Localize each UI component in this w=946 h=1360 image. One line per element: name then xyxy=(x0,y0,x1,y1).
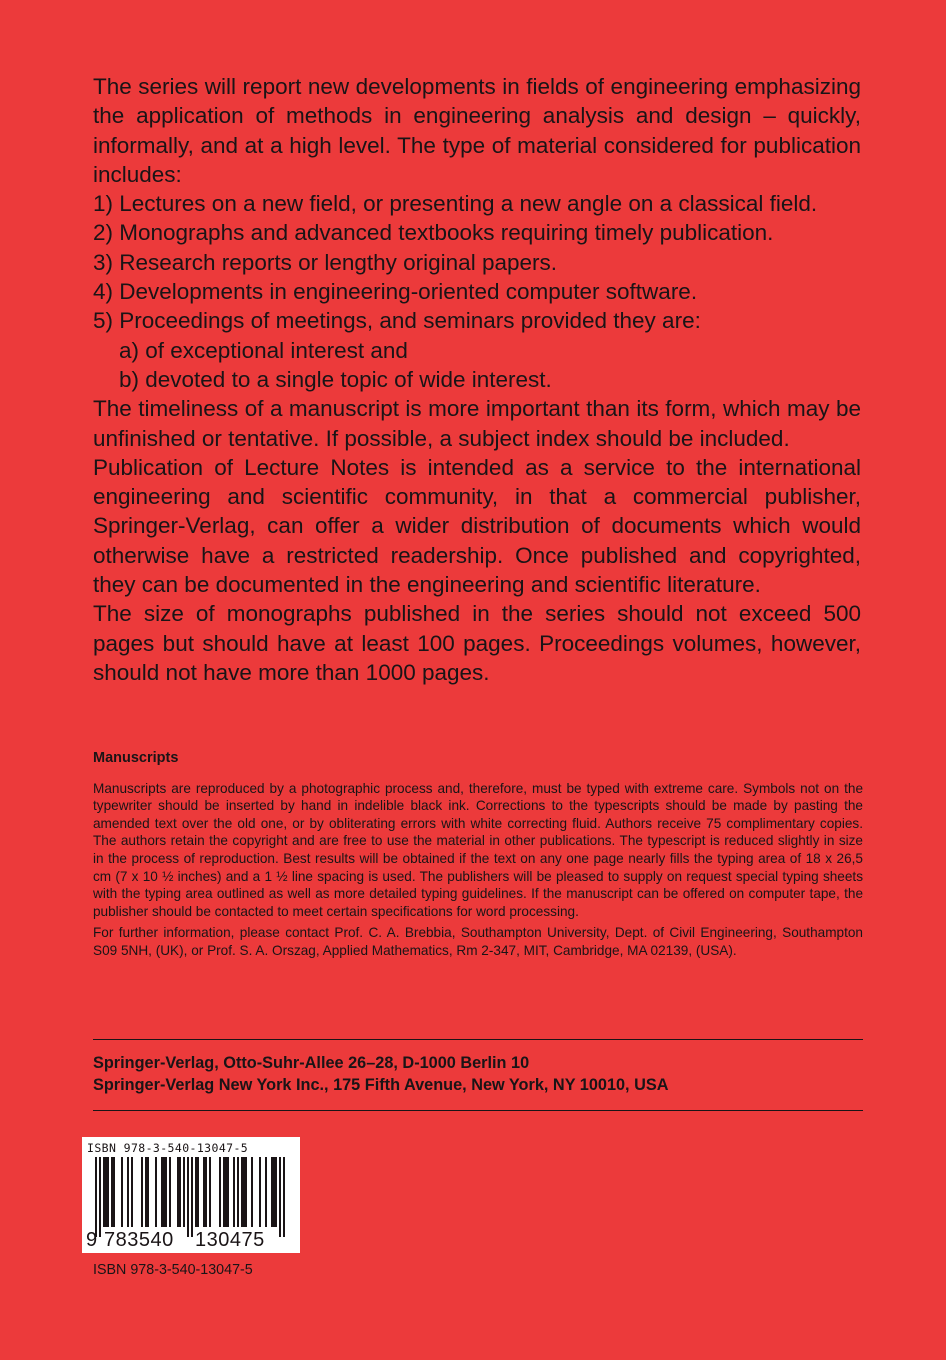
barcode-bar xyxy=(121,1157,123,1227)
list-subitem: b) devoted to a single topic of wide interest. xyxy=(119,366,552,392)
barcode-bar xyxy=(197,1157,199,1227)
barcode-bar xyxy=(187,1157,189,1237)
list-item: 2) Monographs and advanced textbooks requiring timely publication. xyxy=(93,220,774,246)
size-paragraph: The size of monographs published in the series should not exceed 500 pages but should have at least 100 pages. Proceedings volumes, however, should not have more than 1000 pages. xyxy=(93,601,861,685)
barcode-digits-left: 783540 xyxy=(104,1229,174,1251)
barcode-bar xyxy=(103,1157,105,1227)
isbn-text: ISBN 978-3-540-13047-5 xyxy=(93,1262,253,1278)
publication-paragraph: Publication of Lecture Notes is intended as a service to the international engineering and scientific community, in that a commercial publisher, Springer-Verlag, can offer a wider distribution of documents which would otherwise have a restricted readership. Once published and copyrighted, they can be documented in the engineering and scientific literature. xyxy=(93,454,861,598)
barcode-bar xyxy=(99,1157,101,1237)
barcode-bar xyxy=(245,1157,247,1227)
barcode-bar xyxy=(155,1157,157,1227)
barcode-bar xyxy=(283,1157,285,1237)
barcode-bar xyxy=(161,1157,163,1227)
barcode-bar xyxy=(205,1157,207,1227)
manuscripts-heading: Manuscripts xyxy=(93,750,179,766)
list-subitem: a) of exceptional interest and xyxy=(119,337,408,363)
barcode-bar xyxy=(163,1157,165,1227)
divider xyxy=(93,1110,863,1111)
publisher-addresses xyxy=(93,1052,863,1096)
barcode-bar xyxy=(237,1157,239,1227)
barcode-bar xyxy=(113,1157,115,1227)
contact-paragraph: For further information, please contact Prof. C. A. Brebbia, Southampton University, Dept. of Civil Engineering, Southampton S09 5NH, (UK), or Prof. S. A. Orszag, Applied Mathematics, Rm 2-347, MIT, Cambridge, MA 02139, (USA). xyxy=(93,925,863,958)
manuscripts-section xyxy=(93,750,863,964)
barcode-bar xyxy=(141,1157,143,1227)
list-item: 5) Proceedings of meetings, and seminars provided they are: xyxy=(93,308,701,334)
barcode-bar xyxy=(251,1157,253,1227)
barcode-bar xyxy=(271,1157,273,1227)
isbn-barcode xyxy=(82,1137,300,1253)
barcode-bar xyxy=(227,1157,229,1227)
barcode-isbn-label: ISBN 978-3-540-13047-5 xyxy=(87,1141,249,1155)
barcode-digits-right: 130475 xyxy=(195,1229,265,1251)
address-berlin: Springer-Verlag, Otto-Suhr-Allee 26–28, D-1000 Berlin 10 xyxy=(93,1054,530,1072)
barcode-bar xyxy=(107,1157,109,1227)
list-item: 1) Lectures on a new field, or presenting a new angle on a classical field. xyxy=(93,191,818,217)
barcode-bar xyxy=(145,1157,147,1227)
barcode-bars-icon xyxy=(87,1157,295,1239)
barcode-bar xyxy=(279,1157,281,1237)
barcode-bar xyxy=(203,1157,205,1227)
barcode-bar xyxy=(95,1157,97,1237)
barcode-bar xyxy=(195,1157,197,1227)
barcode-bar xyxy=(225,1157,227,1227)
address-new-york: Springer-Verlag New York Inc., 175 Fifth Avenue, New York, NY 10010, USA xyxy=(93,1076,669,1094)
barcode-bar xyxy=(209,1157,211,1227)
barcode-bar xyxy=(183,1157,185,1227)
barcode-bar xyxy=(233,1157,235,1227)
list-item: 4) Developments in engineering-oriented computer software. xyxy=(93,279,698,305)
barcode-bar xyxy=(243,1157,245,1227)
list-item: 3) Research reports or lengthy original papers. xyxy=(93,249,557,275)
barcode-bar xyxy=(165,1157,167,1227)
barcode-bar xyxy=(223,1157,225,1227)
barcode-bar xyxy=(275,1157,277,1227)
barcode-bar xyxy=(111,1157,113,1227)
barcode-bar xyxy=(259,1157,261,1227)
barcode-bar xyxy=(127,1157,129,1227)
barcode-bar xyxy=(147,1157,149,1227)
barcode-bar xyxy=(105,1157,107,1227)
barcode-bar xyxy=(169,1157,171,1227)
timeliness-paragraph: The timeliness of a manuscript is more important than its form, which may be unfinished or tentative. If possible, a subject index should be included. xyxy=(93,396,861,451)
barcode-bar xyxy=(219,1157,221,1227)
manuscripts-paragraph: Manuscripts are reproduced by a photographic process and, therefore, must be typed with extreme care. Symbols not on the typewriter should be inserted by hand in indelible black ink. Corrections to the typescripts should be made by pasting the amended text over the old one, or by obliterating errors with white correcting fluid. Authors receive 75 complimentary copies. The authors retain the copyright and are free to use the material in other publications. The typescript is reduced slightly in size in the process of reproduction. Best results will be obtained if the text on any one page nearly fills the typing area of 18 x 26,5 cm (7 x 10 ½ inches) and a 1 ½ line spacing is used. The publishers will be pleased to supply on request special typing sheets with the typing area outlined as well as more detailed typing guidelines. If the manuscript can be offered on computer tape, the publisher should be contacted to meet certain specifications for word processing. xyxy=(93,780,863,919)
barcode-bar xyxy=(241,1157,243,1227)
barcode-bar xyxy=(191,1157,193,1237)
divider xyxy=(93,1039,863,1040)
barcode-digit-first: 9 xyxy=(86,1229,98,1251)
barcode-bar xyxy=(265,1157,267,1227)
barcode-bar xyxy=(131,1157,133,1227)
barcode-bar xyxy=(273,1157,275,1227)
barcode-bar xyxy=(179,1157,181,1227)
intro-paragraph: The series will report new developments in fields of engineering emphasizing the application of methods in engineering analysis and design – quickly, informally, and at a high level. The type of material considered for publication includes: xyxy=(93,74,861,187)
series-description xyxy=(93,72,861,687)
barcode-bar xyxy=(177,1157,179,1227)
